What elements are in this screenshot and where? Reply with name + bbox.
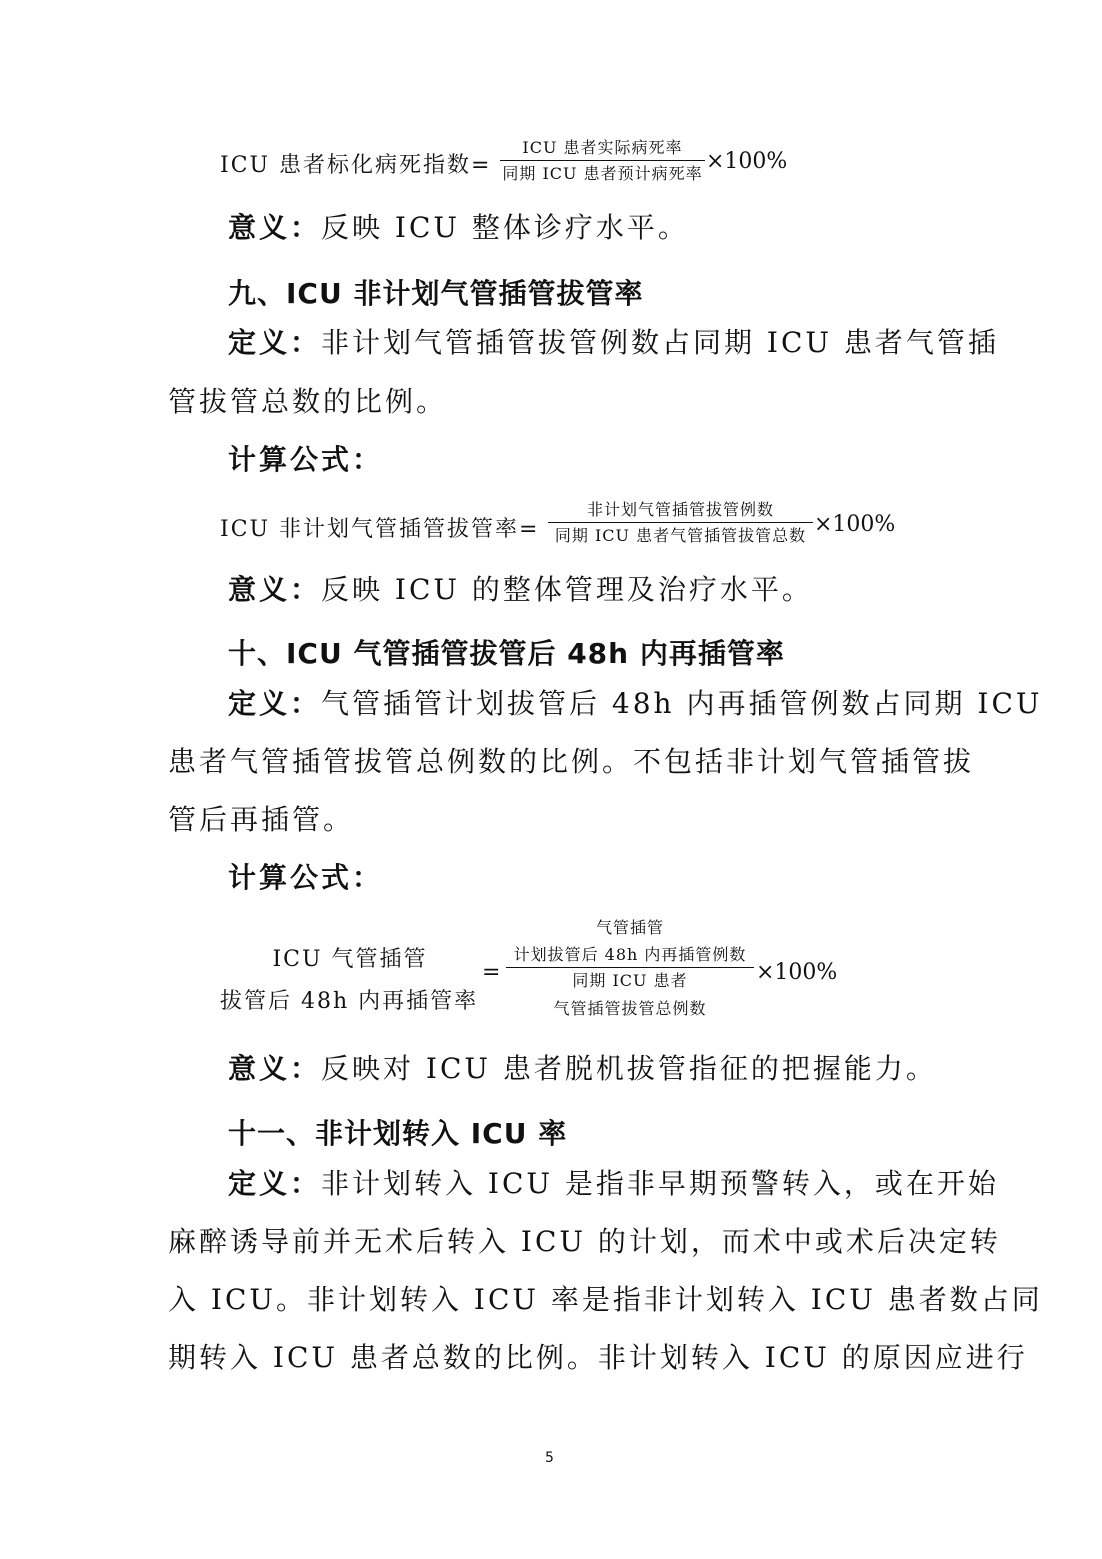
formula-reintubation-numerator-line1: 气管插管 [595, 918, 664, 937]
section9-heading: 九、ICU 非计划气管插管拔管率 [228, 277, 644, 310]
section10-meaning [228, 1052, 937, 1085]
formula-unplanned-extubation-denominator: 同期 ICU 患者气管插管拔管总数 [554, 526, 807, 546]
formula-reintubation-multiplier: ×100% [756, 960, 838, 985]
section9-formula-title: 计算公式： [228, 443, 384, 476]
formula-smr-multiplier: ×100% [706, 149, 788, 174]
formula-unplanned-extubation-label: ICU 非计划气管插管拔管率= [220, 517, 540, 542]
fraction-bar [506, 967, 754, 968]
formula-unplanned-extubation-fraction [548, 500, 813, 545]
section9-definition-line2: 管拔管总数的比例。 [168, 385, 448, 418]
formula-reintubation-label-line2: 拔管后 48h 内再插管率 [220, 989, 479, 1014]
section10-formula-title: 计算公式： [228, 861, 384, 894]
meaning-term: 意义： [228, 573, 322, 606]
definition-term: 定义： [228, 687, 322, 720]
section11-definition-line1 [228, 1167, 999, 1200]
formula-reintubation-label-line1: ICU 气管插管 [272, 947, 428, 972]
meaning-term: 意义： [228, 211, 322, 244]
formula-smr-fraction [500, 138, 705, 183]
formula-smr-denominator: 同期 ICU 患者预计病死率 [502, 164, 703, 184]
formula-reintubation-numerator-line2: 计划拔管后 48h 内再插管例数 [513, 945, 747, 965]
section9-definition-line1 [228, 326, 999, 359]
section11-definition-line2: 麻醉诱导前并无术后转入 ICU 的计划，而术中或术后决定转 [168, 1225, 1001, 1258]
definition-text: 非计划转入 ICU 是指非早期预警转入，或在开始 [321, 1167, 999, 1200]
fraction-bar [548, 522, 813, 523]
section11-definition-line3: 入 ICU。非计划转入 ICU 率是指非计划转入 ICU 患者数占同 [168, 1283, 1043, 1316]
definition-text: 气管插管计划拔管后 48h 内再插管例数占同期 ICU [321, 687, 1043, 720]
fraction-bar [500, 160, 705, 161]
formula-reintubation-equals: = [482, 960, 503, 985]
formula-unplanned-extubation-numerator: 非计划气管插管拔管例数 [586, 500, 774, 519]
meaning-text: 反映 ICU 的整体管理及治疗水平。 [321, 573, 813, 606]
meaning-smr [228, 211, 689, 244]
definition-term: 定义： [228, 1167, 322, 1200]
meaning-text: 反映 ICU 整体诊疗水平。 [321, 211, 689, 244]
meaning-text: 反映对 ICU 患者脱机拔管指征的把握能力。 [321, 1052, 937, 1085]
formula-reintubation-fraction [506, 918, 754, 1018]
section10-definition-line3: 管后再插管。 [168, 803, 355, 836]
page-number: 5 [545, 1450, 554, 1466]
section11-definition-line4: 期转入 ICU 患者总数的比例。非计划转入 ICU 的原因应进行 [168, 1341, 1028, 1374]
section10-definition-line2: 患者气管插管拔管总例数的比例。不包括非计划气管插管拔 [168, 745, 975, 778]
section10-heading: 十、ICU 气管插管拔管后 48h 内再插管率 [228, 637, 785, 670]
section10-definition-line1 [228, 687, 1043, 720]
section11-heading: 十一、非计划转入 ICU 率 [228, 1117, 568, 1150]
formula-reintubation-denominator-line1: 同期 ICU 患者 [572, 971, 688, 991]
formula-smr-numerator: ICU 患者实际病死率 [522, 138, 683, 157]
formula-reintubation-denominator-line2: 气管插管拔管总例数 [553, 998, 707, 1018]
definition-text: 非计划气管插管拔管例数占同期 ICU 患者气管插 [321, 326, 999, 359]
meaning-term: 意义： [228, 1052, 322, 1085]
section9-meaning [228, 573, 813, 606]
formula-unplanned-extubation-multiplier: ×100% [814, 512, 896, 537]
formula-smr-label: ICU 患者标化病死指数= [220, 153, 492, 178]
definition-term: 定义： [228, 326, 322, 359]
